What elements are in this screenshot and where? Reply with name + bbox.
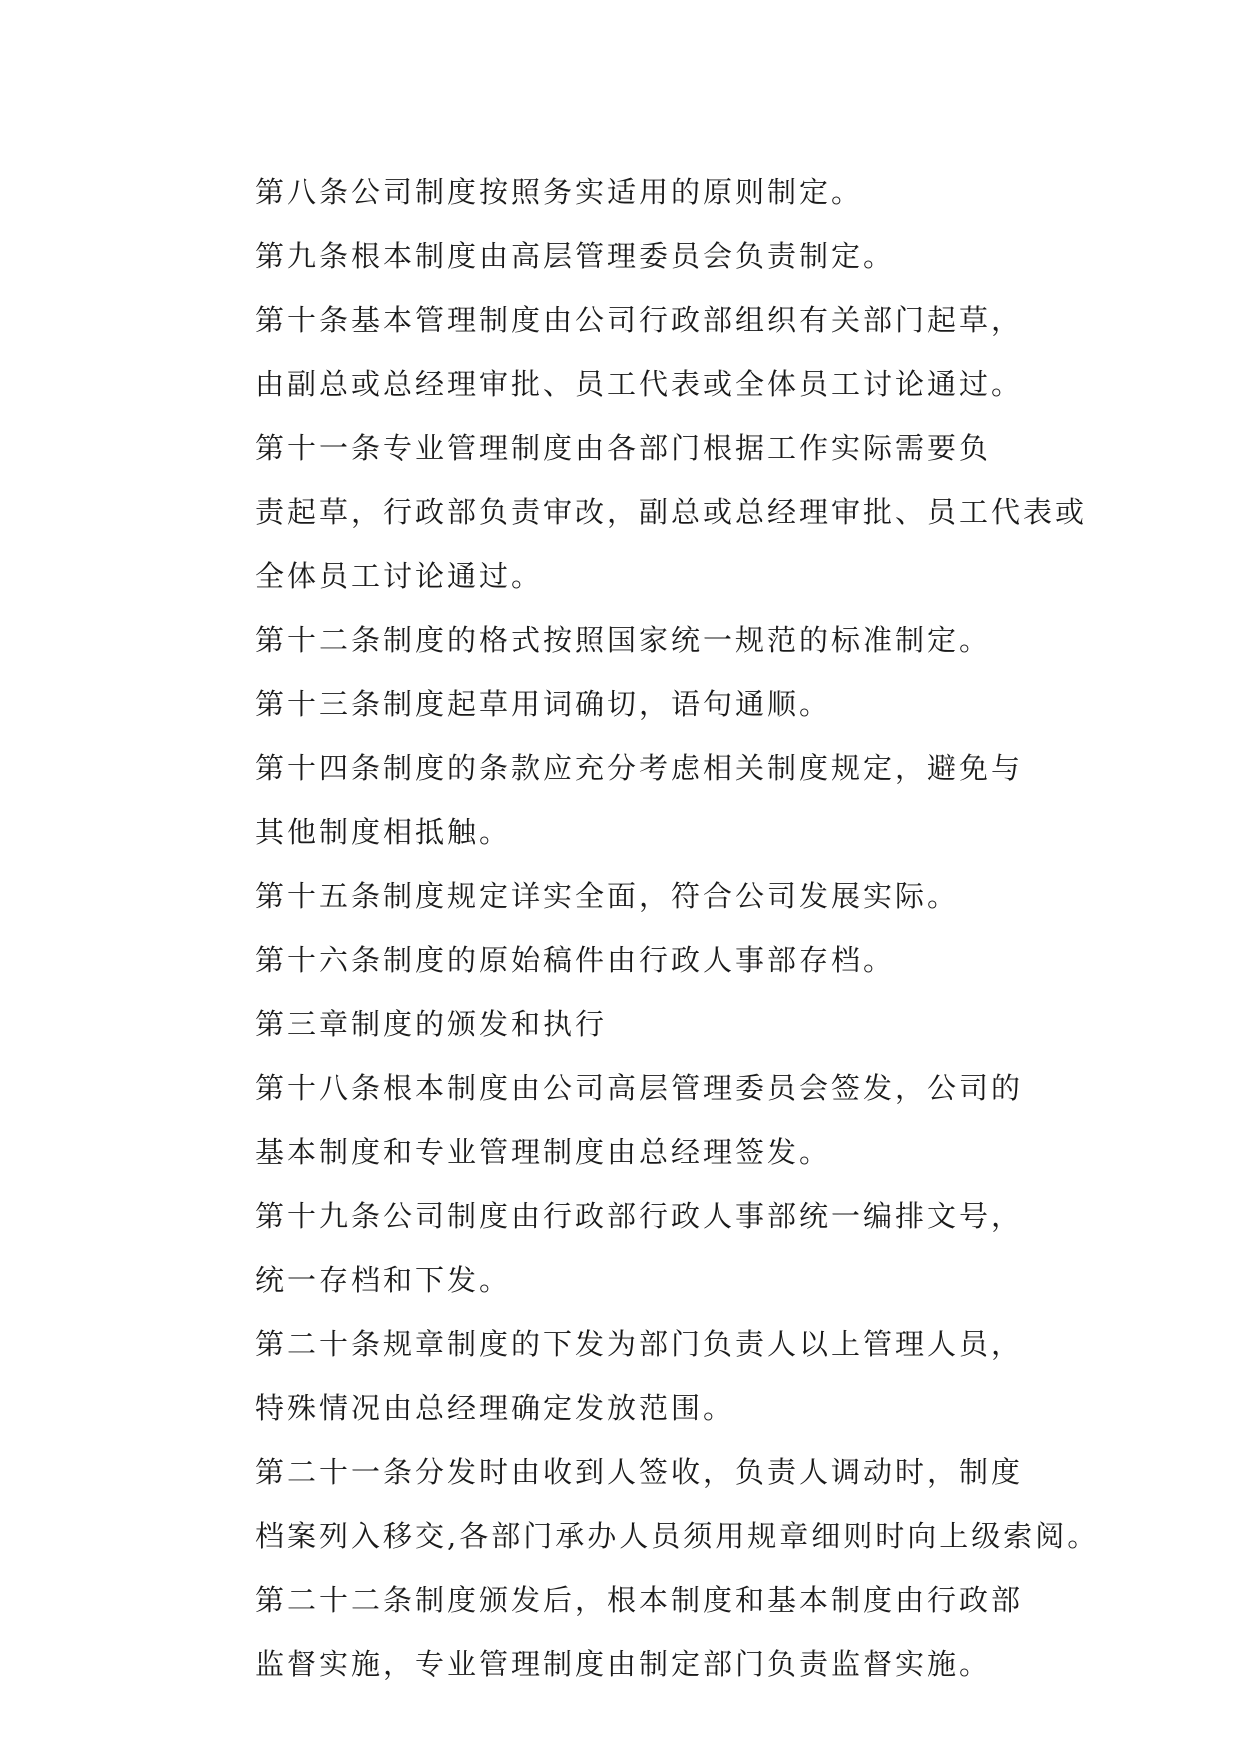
document-body [189, 160, 1100, 1696]
article-paragraph [189, 672, 1059, 736]
paragraph-line: 第二十二条制度颁发后，根本制度和基本制度由行政部 [255, 1583, 1024, 1617]
article-paragraph [189, 1568, 1059, 1696]
paragraph-line: 基本制度和专业管理制度由总经理签发。 [255, 1135, 832, 1169]
paragraph-line: 第十一条专业管理制度由各部门根据工作实际需要负 [255, 431, 992, 465]
paragraph-line: 第十条基本管理制度由公司行政部组织有关部门起草， [255, 303, 1024, 337]
article-paragraph [189, 992, 1059, 1056]
paragraph-line: 监督实施，专业管理制度由制定部门负责监督实施。 [255, 1647, 992, 1681]
article-paragraph [189, 1184, 1059, 1312]
paragraph-line: 责起草，行政部负责审改，副总或总经理审批、员工代表或 [255, 495, 1088, 529]
paragraph-line: 特殊情况由总经理确定发放范围。 [255, 1391, 736, 1425]
article-paragraph [189, 1312, 1059, 1440]
article-paragraph [189, 224, 1059, 288]
article-paragraph [189, 160, 1059, 224]
paragraph-line: 第二十一条分发时由收到人签收，负责人调动时，制度 [255, 1455, 1024, 1489]
article-paragraph [189, 928, 1059, 992]
paragraph-line: 全体员工讨论通过。 [255, 559, 544, 593]
paragraph-line: 第二十条规章制度的下发为部门负责人以上管理人员， [255, 1327, 1024, 1361]
paragraph-line: 第十二条制度的格式按照国家统一规范的标准制定。 [255, 623, 992, 657]
paragraph-line: 第九条根本制度由高层管理委员会负责制定。 [255, 239, 896, 273]
paragraph-line: 由副总或总经理审批、员工代表或全体员工讨论通过。 [255, 367, 1024, 401]
paragraph-line: 第十八条根本制度由公司高层管理委员会签发，公司的 [255, 1071, 1024, 1105]
paragraph-line: 统一存档和下发。 [255, 1263, 512, 1297]
article-paragraph [189, 1056, 1059, 1184]
paragraph-line: 第八条公司制度按照务实适用的原则制定。 [255, 175, 864, 209]
paragraph-line: 第十四条制度的条款应充分考虑相关制度规定，避免与 [255, 751, 1024, 785]
paragraph-line: 其他制度相抵触。 [255, 815, 512, 849]
article-paragraph [189, 864, 1059, 928]
paragraph-line: 档案列入移交,各部门承办人员须用规章细则时向上级索阅。 [255, 1519, 1100, 1553]
paragraph-line: 第十五条制度规定详实全面，符合公司发展实际。 [255, 879, 960, 913]
paragraph-line: 第十九条公司制度由行政部行政人事部统一编排文号， [255, 1199, 1024, 1233]
paragraph-line: 第三章制度的颁发和执行 [255, 1007, 608, 1041]
paragraph-line: 第十三条制度起草用词确切，语句通顺。 [255, 687, 832, 721]
article-paragraph [189, 1440, 1100, 1568]
article-paragraph [189, 288, 1059, 416]
article-paragraph [189, 608, 1059, 672]
article-paragraph [189, 736, 1059, 864]
article-paragraph [189, 416, 1088, 608]
paragraph-line: 第十六条制度的原始稿件由行政人事部存档。 [255, 943, 896, 977]
